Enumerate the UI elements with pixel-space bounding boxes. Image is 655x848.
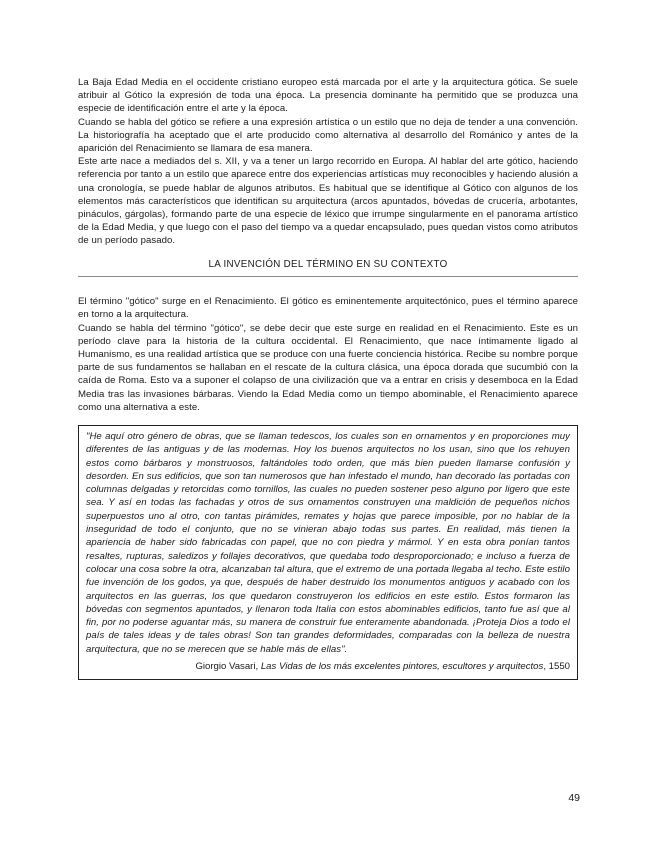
citation-book-title: Las Vidas de los más excelentes pintores, escultores y arquitectos xyxy=(260,661,544,673)
quote-box xyxy=(78,425,578,680)
heading-divider xyxy=(78,276,578,278)
document-page xyxy=(78,76,578,680)
page-number: 49 xyxy=(568,792,580,804)
paragraph: La Baja Edad Media en el occidente cristiano europeo está marcada por el arte y la arquitectura gótica. Se suele atribuir al Gótico la expresión de toda una época. La presencia dominante ha permitido que se produzca una especie de identificación entre el arte y la época. xyxy=(78,77,578,115)
section-heading: LA INVENCIÓN DEL TÉRMINO EN SU CONTEXTO xyxy=(208,258,448,270)
citation-year: , 1550 xyxy=(543,661,570,673)
citation-author: Giorgio Vasari, xyxy=(195,661,261,673)
term-section xyxy=(78,295,578,414)
quote-citation xyxy=(86,660,570,673)
paragraph: Cuando se habla del término "gótico", se debe decir que este surge en realidad en el Renacimiento. Este es un período clave para la historia de la cultura occidental. El Renacimiento, que nace íntimamente ligado al Humanismo, es una realidad artística que se produce con una fuerte conciencia histórica. Recibe su nombre porque parte de sus fundamentos se hallaban en el rescate de la cultura clásica, una época dorada que sucumbió con la caída de Roma. Esto va a suponer el colapso de una civilización que va a entrar en crisis y desemboca en la Edad Media tras las invasiones bárbaras. Viendo la Edad Media como un tiempo abominable, el Renacimiento aparece como una alternativa a este. xyxy=(78,322,578,413)
quote-text: "He aquí otro género de obras, que se llaman tedescos, los cuales son en ornamentos y en proporciones muy diferentes de las antiguas y de las modernas. Hoy los buenos arquitectos no los usan, sino que los rehuyen estos como bárbaros y monstruosos, faltándoles todo orden, que más bien pueden llamarse confusión y desorden. En sus edificios, que son tan numerosos que han infestado el mundo, han decorado las portadas con columnas delgadas y retorcidas como tornillos, las cuales no pueden sostener peso alguno por ligero que este sea. Y así en todas las fachadas y otros de sus ornamentos construyen una maldición de pequeños nichos superpuestos uno al otro, con tantas pirámides, remates y hojas que parece imposible, por no hablar de la inseguridad de todo el conjunto, que no se vinieran abajo todas sus partes. En realidad, más tienen la apariencia de haber sido fabricadas con papel, que no con piedra y mármol. Y en esta obra ponían tantos resaltes, rupturas, saledizos y follajes decorativos, que quedaba todo desproporcionado; e incluso a fuerza de colocar una cosa sobre la otra, alcanzaban tal altura, que el extremo de una portada llegaba al techo. Este estilo fue invención de los godos, ya que, después de haber destruido los monumentos antiguos y acabado con los arquitectos en las guerras, los que quedaron construyeron los edificios en este estilo. Estos formaron las bóvedas con segmentos apuntados, y llenaron toda Italia con estos abominables edificios, tanto fue así que al fin, por no poderse aguantar más, su manera de construir fue enteramente abandonada. ¡Proteja Dios a todo el país de tales ideas y de tales obras! Son tan grandes deformidades, comparadas con la belleza de nuestra arquitectura, que no se merecen que se hable más de ellas". xyxy=(86,430,570,655)
intro-section xyxy=(78,76,578,248)
paragraph: Este arte nace a mediados del s. XII, y va a tener un largo recorrido en Europa. Al hablar del arte gótico, haciendo referencia por tanto a un estilo que aparece entre dos experiencias artísticas muy reconocibles y haciendo alusión a una cronología, se puede hablar de algunos atributos. Es habitual que se identifique al Gótico con algunos de los elementos más característicos que identifican su arquitectura (arcos apuntados, bóvedas de crucería, arbotantes, pináculos, gárgolas), formando parte de una especie de léxico que irrumpe singularmente en el panorama artístico de la Edad Media, y que luego con el paso del tiempo va a quedar encapsulado, pues quedan vistos como atributos de un período pasado. xyxy=(78,156,578,247)
paragraph: El término "gótico" surge en el Renacimiento. El gótico es eminentemente arquitectónico, pues el término aparece en torno a la arquitectura. xyxy=(78,296,578,321)
paragraph: Cuando se habla del gótico se refiere a una expresión artística o un estilo que no deja de tender a una convención. La historiografía ha aceptado que el arte producido como alternativa al desarrollo del Románico y antes de la aparición del Renacimiento se llamara de esa manera. xyxy=(78,116,578,155)
